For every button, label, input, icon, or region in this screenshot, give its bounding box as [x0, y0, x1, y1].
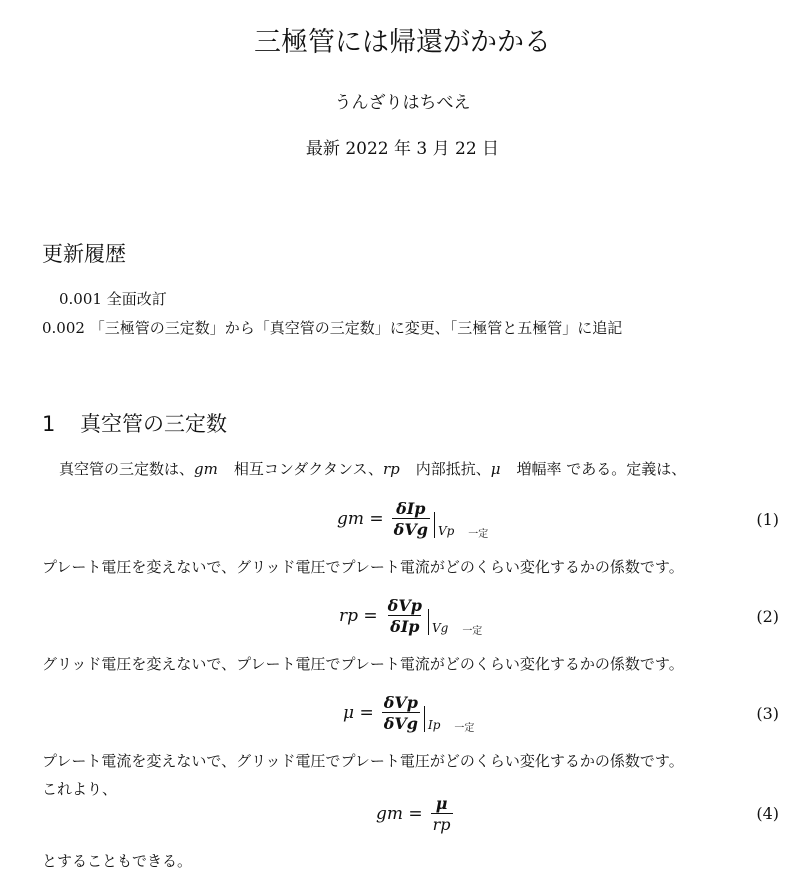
subscript-condition: 一定 [454, 722, 475, 734]
intro-text: 内部抵抗、 [415, 460, 491, 478]
section-heading [42, 408, 227, 438]
paragraph: とすることもできる。 [42, 852, 193, 870]
date: 最新 2022 年 3 月 22 日 [305, 139, 500, 159]
math-symbol: μ [490, 460, 501, 478]
subscript: Vp [437, 524, 455, 538]
equation-lhs: μ = [343, 703, 374, 723]
history-entry: 0.002 「三極管の三定数」から「真空管の三定数」に変更、「三極管と五極管」に追記 [42, 319, 623, 337]
fraction [386, 596, 424, 637]
equation-number: (3) [756, 704, 779, 723]
section-title: 真空管の三定数 [80, 412, 227, 436]
intro-text: 真空管の三定数は、 [59, 460, 195, 478]
subscript-condition: 一定 [462, 625, 483, 637]
author: うんざりはちべえ [334, 93, 471, 113]
equation-lhs: rp = [339, 606, 378, 626]
equation-lhs: gm = [376, 804, 423, 824]
numerator: μ [435, 793, 448, 813]
subscript-condition: 一定 [468, 528, 489, 540]
denominator: δIp [390, 616, 420, 636]
paragraph: これより、 [42, 780, 118, 798]
math-symbol: rp [382, 460, 400, 478]
fraction [392, 499, 430, 540]
equation-lhs: gm = [337, 509, 384, 529]
evaluation-bar [434, 512, 435, 538]
paragraph: プレート電圧を変えないで、グリッド電圧でプレート電流がどのくらい変化するかの係数です。 [42, 558, 684, 576]
denominator: δVg [393, 519, 428, 539]
numerator: δVp [387, 595, 422, 615]
equation-2 [339, 591, 482, 641]
numerator: δVp [383, 692, 418, 712]
evaluation-bar [424, 706, 425, 732]
equation-number: (4) [756, 804, 779, 823]
intro-text: 増幅率 である。定義は、 [516, 460, 687, 478]
fraction [382, 693, 420, 734]
history-entry: 0.001 全面改訂 [59, 290, 167, 308]
equation-3 [343, 688, 474, 738]
fraction [431, 794, 453, 835]
math-symbol: gm [194, 460, 218, 478]
denominator: δVg [383, 713, 418, 733]
subscript: Vg [431, 621, 449, 635]
equation-4 [376, 789, 455, 839]
intro-text: 相互コンダクタンス、 [233, 460, 383, 478]
numerator: δIp [396, 498, 426, 518]
equation-number: (1) [756, 510, 779, 529]
equation-number: (2) [756, 607, 779, 626]
evaluation-bar [428, 609, 429, 635]
denominator: rp [432, 814, 451, 834]
paper-title: 三極管には帰還がかかる [254, 27, 551, 58]
intro-paragraph [59, 458, 686, 479]
history-heading: 更新履歴 [42, 242, 126, 266]
section-number: 1 [42, 412, 56, 436]
equation-1 [337, 494, 488, 544]
subscript: Ip [427, 718, 441, 732]
paragraph: プレート電流を変えないで、グリッド電圧でプレート電圧がどのくらい変化するかの係数です。 [42, 752, 684, 770]
paragraph: グリッド電圧を変えないで、プレート電圧でプレート電流がどのくらい変化するかの係数です。 [42, 655, 684, 673]
